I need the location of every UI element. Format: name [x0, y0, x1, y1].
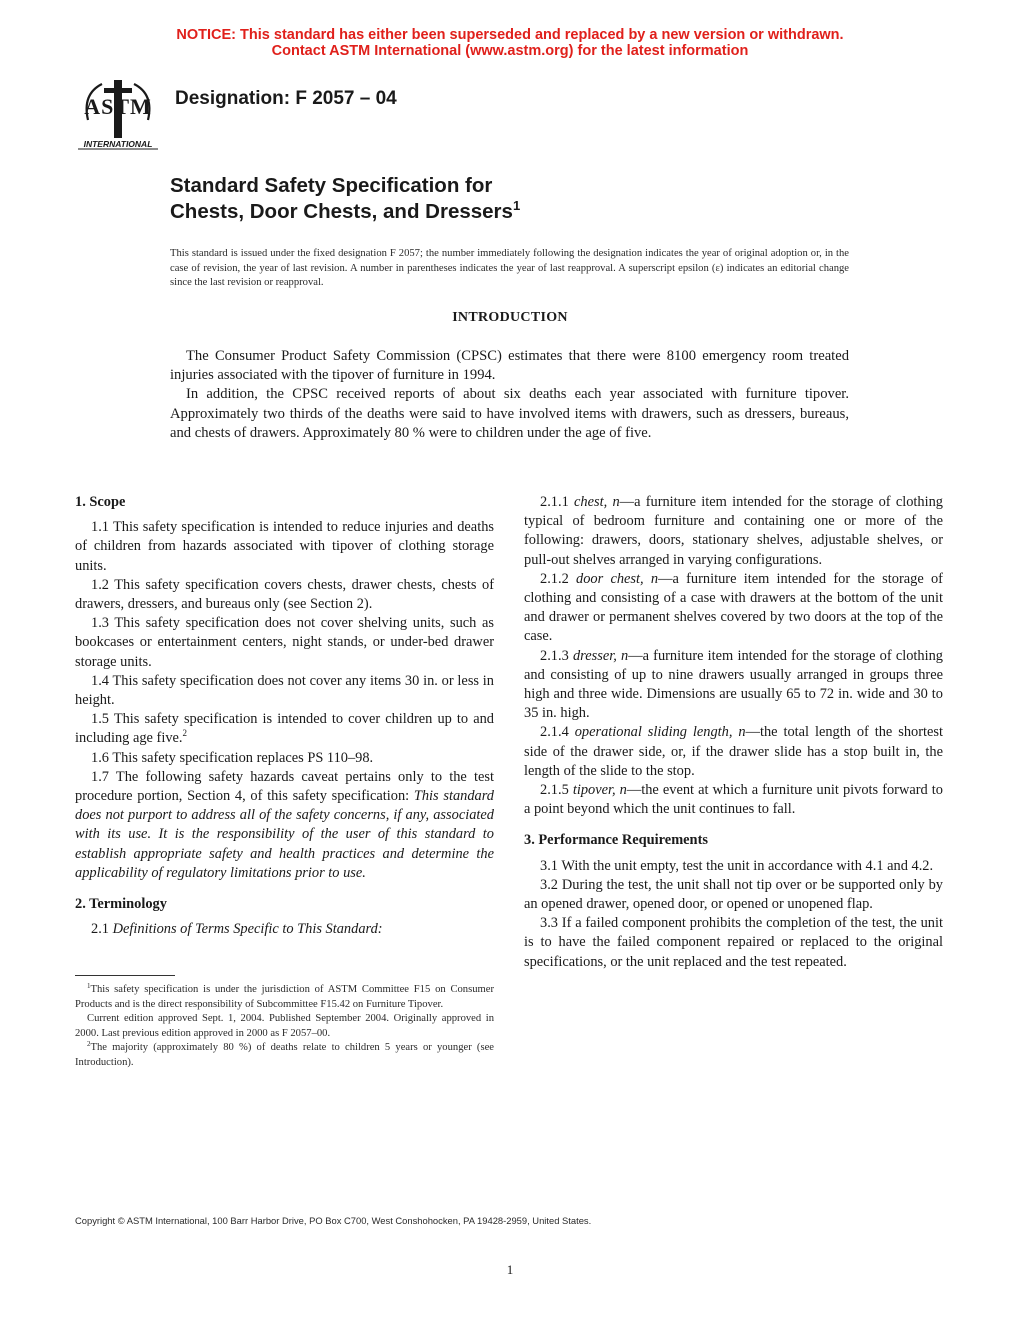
definition-number: 2.1.1 [540, 494, 569, 510]
definition-door-chest [524, 570, 943, 647]
clause-1-3: 1.3 This safety specification does not cover shelving units, such as bookcases or entertainment centers, night stands, or under-bed drawer storage units. [75, 615, 494, 670]
scope-heading: 1. Scope [75, 494, 126, 510]
definition-number: 2.1.2 [540, 570, 569, 587]
footnote-1-mark: 1 [87, 982, 91, 990]
intro-paragraph: In addition, the CPSC received reports of about six deaths each year associated with furniture tipover. Approximately two thirds of the deaths were said to have involved items with drawers, such as dressers, bureaus, and chests of drawers. Approximately 80 % were to children under the age of five. [170, 386, 849, 441]
clause-3-3: 3.3 If a failed component prohibits the completion of the test, the unit is to have the failed component repaired or replaced to the original specifications, or the unit replaced and the test repeated. [524, 915, 943, 970]
title-line-2-text: Chests, Door Chests, and Dressers [170, 200, 513, 223]
terminology-heading: 2. Terminology [75, 896, 167, 913]
clause-1-5 [75, 710, 494, 748]
issue-note: This standard is issued under the fixed designation F 2057; the number immediately following the designation indicates the year of original adoption or, in the case of revision, the year of last revision. A number in parentheses indicates the year of last reapproval. A superscript epsilon (ε) indicates an editorial change since the last revision or reapproval. [170, 248, 849, 288]
definition-text: —a furniture item intended for the storage of clothing typical of bedroom furniture and containing one or more of the following: drawers, doors, stationary shelves, adjustable shelves, or pull-out shelves arranged in varying configurations. [524, 494, 943, 568]
clause-3-1: 3.1 With the unit empty, test the unit in accordance with 4.1 and 4.2. [540, 857, 934, 874]
definition-term: tipover, n [572, 782, 627, 799]
notice-line-2: Contact ASTM International (www.astm.org) for the latest information [271, 43, 749, 59]
footnote-2 [75, 1041, 494, 1070]
footnote-1 [75, 983, 494, 1012]
footnote-2-mark: 2 [87, 1040, 91, 1049]
definition-term: door chest, n [576, 570, 659, 587]
safety-caveat: This standard does not purport to address all of the safety concerns, if any, associated with its use. It is the responsibility of the user of this standard to establish appropriate safety and health practices and determine the applicability of regulatory limitations prior to use. [75, 788, 494, 881]
definition-text: —the event at which a furniture unit pivots forward to a point beyond which the unit continues to fall. [524, 782, 943, 818]
notice-line-1: NOTICE: This standard has either been superseded and replaced by a new version or withdrawn. [176, 27, 844, 43]
title-footnote-mark: 1 [512, 198, 521, 213]
logo-letters: ASTM [84, 94, 152, 119]
clause-1-1: 1.1 This safety specification is intended to reduce injuries and deaths of children from hazards associated with tipover of clothing storage units. [75, 519, 494, 574]
copyright-line: Copyright © ASTM International, 100 Barr Harbor Drive, PO Box C700, West Conshohocken, PA 19428-2959, United States. [75, 1215, 592, 1226]
clause-1-7 [75, 768, 494, 883]
definition-dresser [524, 647, 943, 724]
footnote-divider [75, 975, 175, 976]
clause-1-2: 1.2 This safety specification covers chests, drawer chests, chests of drawers, dressers, and bureaus only (see Section 2). [75, 576, 494, 613]
footnote-1-text: This safety specification is under the jurisdiction of ASTM Committee F15 on Consumer Products and is the direct responsibility of Subcommittee F15.42 on Furniture Tipover. [75, 984, 494, 1010]
definition-chest [524, 493, 943, 570]
definition-text: —the total length of the shortest side of the drawer side, or, if the drawer slide has a stop built in, the length of the slide to the stop. [524, 724, 944, 779]
definition-text: —a furniture item intended for the storage of clothing and consisting of a case with drawers at the bottom of the unit and drawer or permanent shelves covered by two doors at the top of the case. [524, 570, 943, 645]
clause-3-2: 3.2 During the test, the unit shall not tip over or be supported only by an opened drawer, opened door, or opened or unopened flap. [524, 876, 943, 913]
intro-paragraph: The Consumer Product Safety Commission (CPSC) estimates that there were 8100 emergency room treated injuries associated with the tipover of furniture in 1994. [170, 348, 849, 384]
footnotes [75, 983, 494, 1071]
clause-1-6: 1.6 This safety specification replaces PS 110–98. [91, 749, 374, 766]
definition-number: 2.1.4 [540, 724, 569, 741]
clause-2-1-num: 2.1 [91, 921, 109, 938]
title-line-1: Standard Safety Specification for [170, 174, 493, 197]
clause-1-7-text: 1.7 The following safety hazards caveat pertains only to the test procedure portion, Section 4, of this safety specification: [75, 768, 494, 805]
right-column [524, 493, 943, 972]
definition-number: 2.1.3 [540, 647, 569, 664]
footnote-ref-2: 2 [182, 728, 187, 739]
withdrawal-notice [0, 27, 1020, 59]
logo-caption: INTERNATIONAL [83, 139, 153, 149]
definition-tipover [524, 781, 943, 819]
definition-term: dresser, n [572, 647, 629, 664]
clause-2-1-text: Definitions of Terms Specific to This Standard: [112, 921, 383, 938]
astm-logo [74, 76, 162, 150]
left-column [75, 493, 494, 939]
document-title [170, 173, 520, 225]
designation: Designation: F 2057 – 04 [175, 88, 397, 109]
footnote-1-edition: Current edition approved Sept. 1, 2004. Published September 2004. Originally approved in 2000. Last previous edition approved in 2000 as F 2057–00. [75, 1013, 494, 1039]
introduction-heading: INTRODUCTION [452, 310, 568, 325]
clause-1-5-text: 1.5 This safety specification is intended to cover children up to and including age five. [75, 711, 494, 747]
introduction-body [170, 347, 849, 443]
definition-term: chest, n [574, 494, 620, 510]
footnote-2-text: The majority (approximately 80 %) of deaths relate to children 5 years or younger (see Introduction). [75, 1042, 494, 1068]
definition-operational-sliding-length [524, 723, 943, 781]
performance-heading: 3. Performance Requirements [524, 832, 708, 849]
definition-number: 2.1.5 [540, 782, 569, 799]
page-number: 1 [506, 1262, 514, 1277]
clause-2-1 [75, 920, 494, 939]
definition-term: operational sliding length, n [574, 724, 746, 741]
title-line-2 [170, 199, 520, 225]
clause-1-4: 1.4 This safety specification does not cover any items 30 in. or less in height. [75, 672, 494, 709]
definition-text: —a furniture item intended for the storage of clothing and consisting of up to nine drawers usually arranged in groups three high and three wide. Dimensions are usually 65 to 72 in. wide and 30 to 35 in. high. [524, 647, 943, 722]
